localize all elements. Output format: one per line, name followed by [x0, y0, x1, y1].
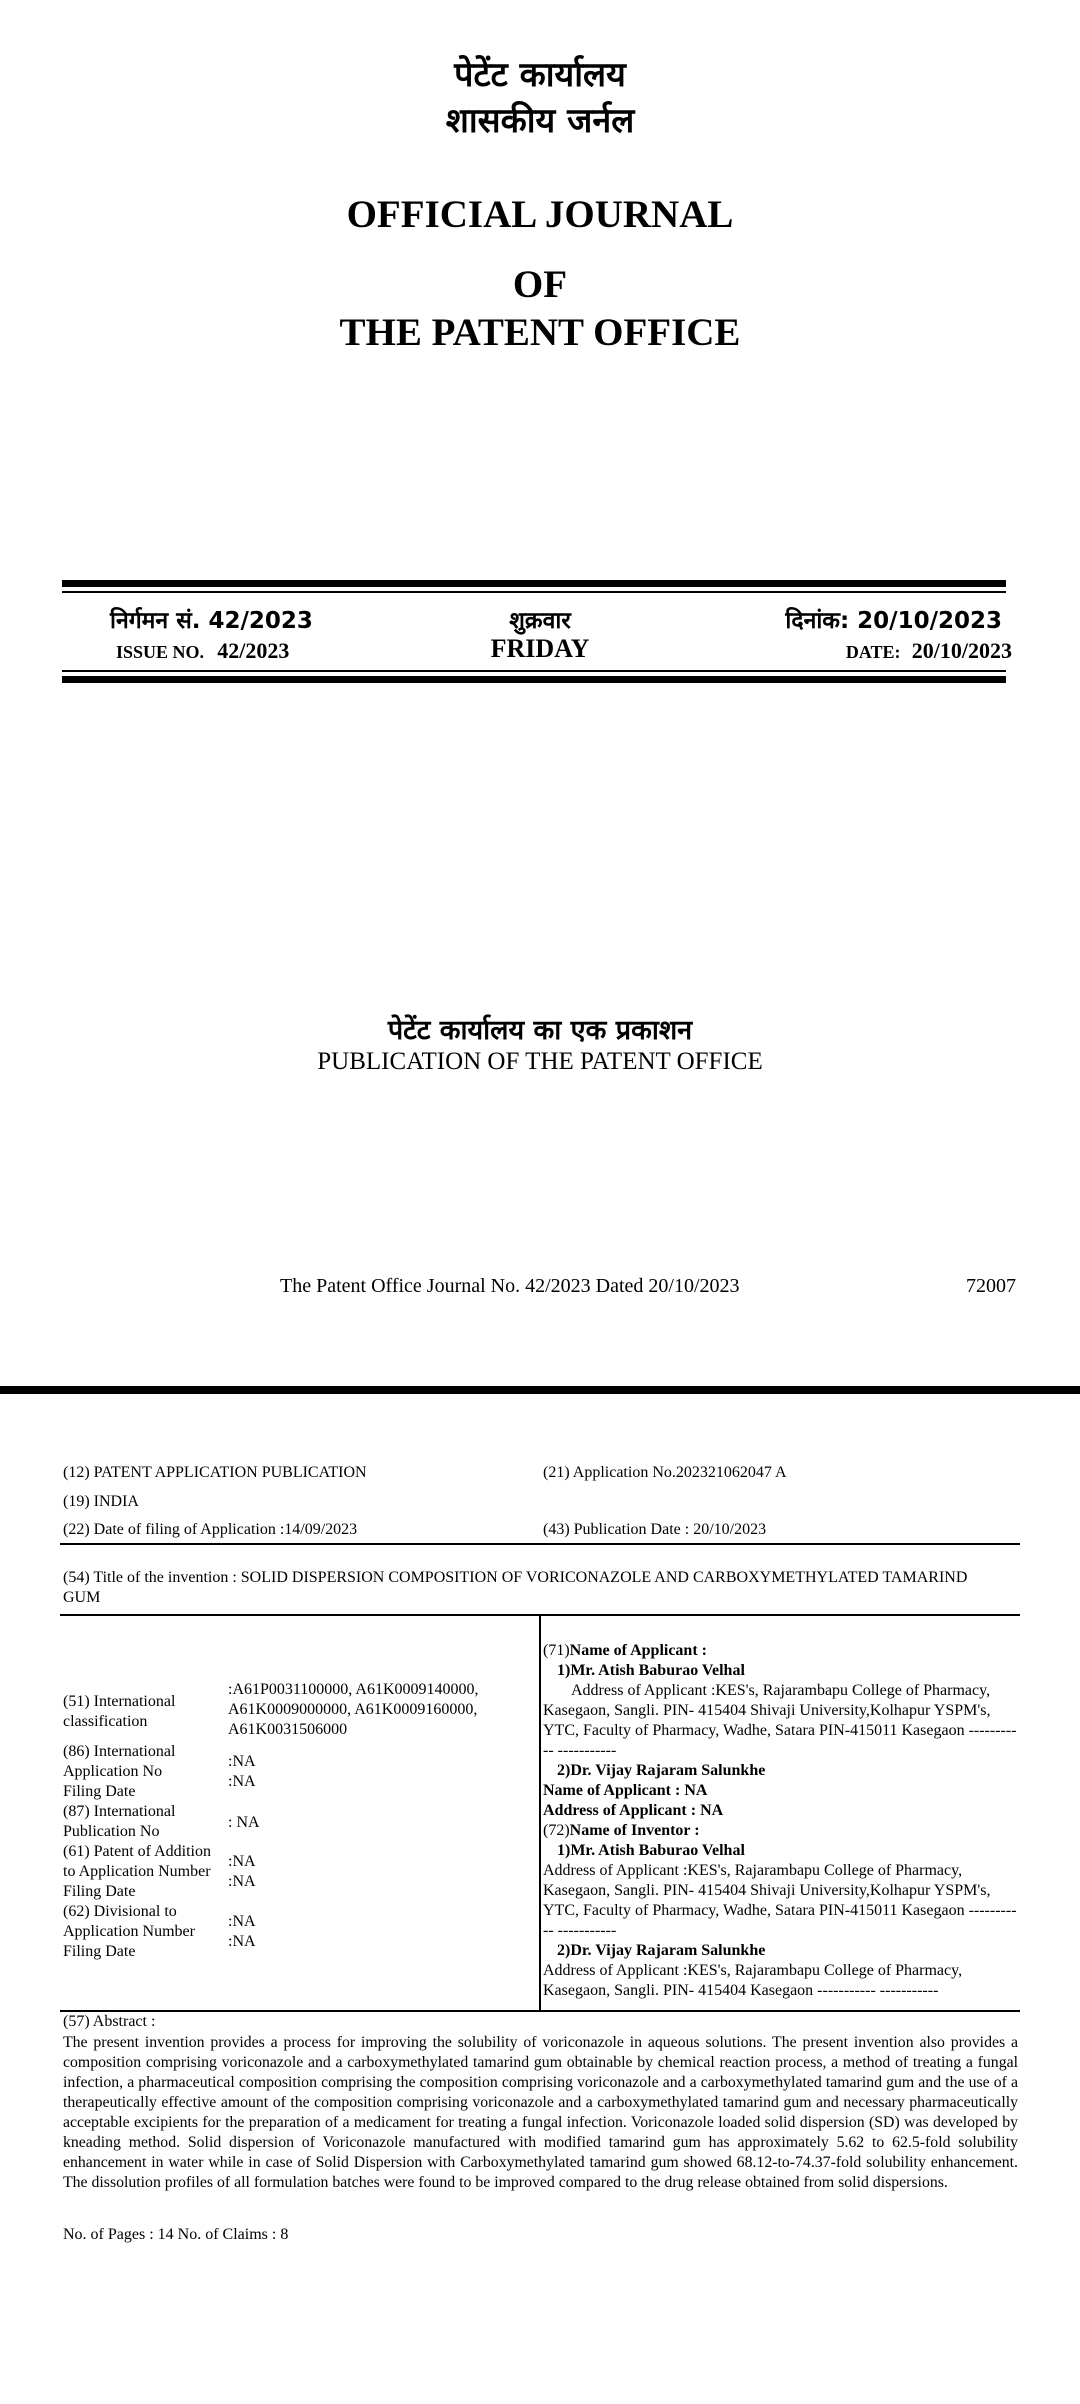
hindi-title-line1: पेटेंट कार्यालय — [454, 55, 626, 95]
journal-title-line3: THE PATENT OFFICE — [339, 311, 741, 354]
record-rule-3 — [60, 2010, 1020, 2012]
issue-number-hindi: निर्गमन सं. 42/2023 — [110, 608, 313, 634]
issue-date — [846, 638, 1012, 664]
hindi-title-line2: शासकीय जर्नल — [445, 101, 635, 141]
patent-of-addition-value: :NA :NA — [228, 1853, 256, 1890]
applicant2-name: 2)Dr. Vijay Rajaram Salunkhe — [557, 1762, 766, 1779]
issue-band-top-rule-thick — [62, 580, 1006, 587]
issue-band-bottom-rule-thin — [62, 670, 1006, 672]
day-hindi: शुक्रवार — [509, 608, 571, 634]
date-label: DATE: — [845, 642, 901, 662]
issue-value: 42/2023 — [217, 638, 290, 663]
pages-and-claims: No. of Pages : 14 No. of Claims : 8 — [63, 2226, 289, 2243]
intl-classification-value: :A61P0031100000, A61K0009140000, A61K0009000000, A61K0009160000, A61K0031506000 — [228, 1681, 479, 1738]
applicant2-name-line: Name of Applicant : NA — [543, 1782, 708, 1799]
publication-type: (12) PATENT APPLICATION PUBLICATION — [63, 1464, 367, 1481]
publication-hindi: पेटेंट कार्यालय का एक प्रकाशन — [387, 1015, 693, 1046]
date-value: 20/10/2023 — [911, 638, 1012, 663]
filing-date: (22) Date of filing of Application :14/09/2023 — [63, 1521, 358, 1538]
country: (19) INDIA — [63, 1493, 139, 1510]
hindi-journal-title — [0, 52, 1080, 144]
applicant2-address-line: Address of Applicant : NA — [543, 1802, 724, 1819]
applicant-heading: (71)Name of Applicant : — [543, 1642, 707, 1659]
applicant1-name: 1)Mr. Atish Baburao Velhal — [557, 1662, 745, 1679]
inventor2-name: 2)Dr. Vijay Rajaram Salunkhe — [557, 1942, 766, 1959]
date-hindi: दिनांक: 20/10/2023 — [785, 608, 1002, 634]
issue-band-top-rule-thin — [62, 591, 1006, 593]
intl-classification-label: (51) International classification — [63, 1693, 176, 1730]
applicant1-address: Address of Applicant :KES's, Rajarambapu College of Pharmacy, Kasegaon, Sangli. PIN- 415404 Shivaji University,Kolhapur YSPM's, YTC, Faculty of Pharmacy, Wadhe, Satara PIN-415011 Kasegaon ----------- ----------- — [543, 1682, 1017, 1759]
inventor1-address: Address of Applicant :KES's, Rajarambapu College of Pharmacy, Kasegaon, Sangli. PIN- 415404 Shivaji University,Kolhapur YSPM's, YTC, Faculty of Pharmacy, Wadhe, Satara PIN-415011 Kasegaon ----------- ----------- — [543, 1862, 1017, 1939]
column-divider — [539, 1614, 541, 2010]
application-number: (21) Application No.202321062047 A — [543, 1464, 787, 1481]
journal-title-line1: OFFICIAL JOURNAL — [346, 193, 734, 236]
invention-title: (54) Title of the invention : SOLID DISPERSION COMPOSITION OF VORICONAZOLE AND CARBOXYMETHYLATED TAMARIND GUM — [63, 1569, 968, 1606]
intl-publication-value: : NA — [228, 1814, 260, 1831]
record-rule-1 — [60, 1543, 1020, 1545]
day-label: FRIDAY — [490, 634, 590, 663]
issue-band-bottom-rule-thick — [62, 676, 1006, 683]
inventor1-name: 1)Mr. Atish Baburao Velhal — [557, 1842, 745, 1859]
divisional-label: (62) Divisional to Application Number Filing Date — [63, 1903, 195, 1960]
journal-title-line2: OF — [512, 263, 568, 306]
intl-application-value: :NA :NA — [228, 1753, 256, 1790]
issue-label: ISSUE NO. — [116, 642, 205, 662]
intl-publication-label: (87) International Publication No — [63, 1803, 176, 1840]
publication-english: PUBLICATION OF THE PATENT OFFICE — [317, 1048, 763, 1075]
inventor-heading: (72)Name of Inventor : — [543, 1822, 700, 1839]
page-separator — [0, 1386, 1080, 1394]
abstract-heading: (57) Abstract : — [63, 2013, 156, 2030]
publication-date: (43) Publication Date : 20/10/2023 — [543, 1521, 767, 1538]
patent-of-addition-label: (61) Patent of Addition to Application Number Filing Date — [63, 1843, 211, 1900]
abstract-text: The present invention provides a process for improving the solubility of voriconazole in aqueous solutions. The present invention also provides a composition comprising voriconazole and a carboxymethylated tamarind gum obtainable by chemical reaction process, a method of treating a fungal infection, a pharmaceutical composition comprising the composition comprising voriconazole and a carboxymethylated tamarind gum and the use of a therapeutically effective amount of the composition comprising voriconazole and a carboxymethylated tamarind gum and necessary pharmaceutically acceptable excipients for the preparation of a medicament for treating a fungal infection. Voriconazole loaded solid dispersion (SD) was developed by kneading method. Solid dispersion of Voriconazole manufactured with modified tamarind gum has approximately 5.62 to 62.5-fold solubility enhancement in water while in case of Solid Dispersion with Carboxymethylated tamarind gum showed 68.12-to-74.37-fold solubility enhancement. The dissolution profiles of all formulation batches were found to be improved compared to the drug release obtained from solid dispersions. — [63, 2034, 1018, 2191]
applicant-inventor-block — [543, 1641, 1018, 2001]
divisional-value: :NA :NA — [228, 1913, 256, 1950]
intl-application-label: (86) International Application No Filing Date — [63, 1743, 176, 1800]
inventor2-address: Address of Applicant :KES's, Rajarambapu College of Pharmacy, Kasegaon, Sangli. PIN- 415404 Kasegaon ----------- ----------- — [543, 1962, 963, 1999]
page-number: 72007 — [966, 1275, 1016, 1297]
journal-footer: The Patent Office Journal No. 42/2023 Dated 20/10/2023 — [280, 1275, 740, 1297]
